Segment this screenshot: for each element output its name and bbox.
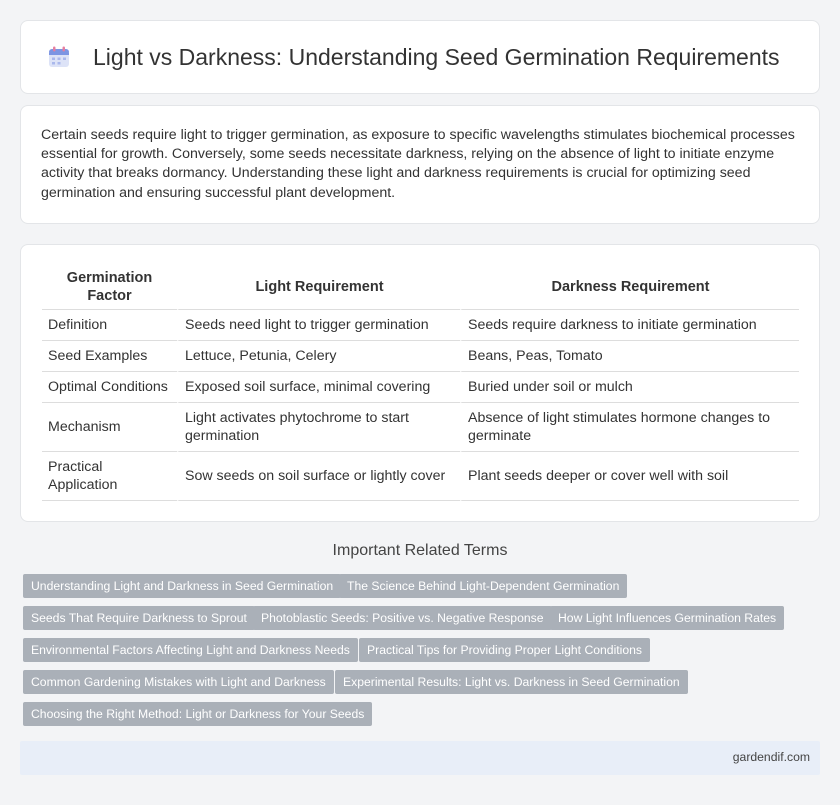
table-row <box>42 341 799 372</box>
table-row <box>42 452 799 501</box>
related-term-tag[interactable]: Seeds That Require Darkness to Sprout <box>23 606 255 630</box>
table-cell: Seeds require darkness to initiate germination <box>460 310 799 341</box>
related-terms-title: Important Related Terms <box>332 542 508 559</box>
table-row <box>42 372 799 403</box>
table-cell: Plant seeds deeper or cover well with soil <box>460 452 799 501</box>
column-header: Light Requirement <box>177 264 460 310</box>
table-cell: Light activates phytochrome to start germination <box>177 403 460 452</box>
related-term-tag[interactable]: Photoblastic Seeds: Positive vs. Negative Response <box>253 606 552 630</box>
table-cell: Lettuce, Petunia, Celery <box>177 341 460 372</box>
table-row <box>42 403 799 452</box>
table-cell: Definition <box>42 310 177 341</box>
column-header: Germination Factor <box>42 264 177 310</box>
table-cell: Exposed soil surface, minimal covering <box>177 372 460 403</box>
related-term-tag[interactable]: Choosing the Right Method: Light or Darkness for Your Seeds <box>23 702 372 726</box>
intro-card <box>20 105 820 224</box>
related-term-tag[interactable]: Common Gardening Mistakes with Light and Darkness <box>23 670 334 694</box>
table-cell: Beans, Peas, Tomato <box>460 341 799 372</box>
related-term-tag[interactable]: The Science Behind Light-Dependent Germination <box>339 574 627 598</box>
table-cell: Buried under soil or mulch <box>460 372 799 403</box>
column-header: Darkness Requirement <box>460 264 799 310</box>
related-term-tag[interactable]: Understanding Light and Darkness in Seed Germination <box>23 574 341 598</box>
footer-site-link[interactable]: gardendif.com <box>732 750 810 764</box>
table-cell: Seed Examples <box>42 341 177 372</box>
table-cell: Seeds need light to trigger germination <box>177 310 460 341</box>
related-term-tag[interactable]: Environmental Factors Affecting Light and Darkness Needs <box>23 638 358 662</box>
footer <box>20 741 820 775</box>
table-row <box>42 310 799 341</box>
table-cell: Absence of light stimulates hormone changes to germinate <box>460 403 799 452</box>
table-header-row <box>42 264 799 310</box>
table-cell: Sow seeds on soil surface or lightly cover <box>177 452 460 501</box>
comparison-card <box>20 244 820 522</box>
header-card <box>20 20 820 94</box>
comparison-table <box>42 264 799 501</box>
calendar-icon <box>47 45 71 69</box>
related-term-tag[interactable]: Experimental Results: Light vs. Darkness in Seed Germination <box>335 670 688 694</box>
page-title: Light vs Darkness: Understanding Seed Germination Requirements <box>93 43 780 70</box>
table-cell: Practical Application <box>42 452 177 501</box>
related-term-tag[interactable]: How Light Influences Germination Rates <box>550 606 784 630</box>
related-term-tag[interactable]: Practical Tips for Providing Proper Light Conditions <box>359 638 650 662</box>
intro-text: Certain seeds require light to trigger germination, as exposure to specific wavelengths stimulates biochemical processes essential for growth. Conversely, some seeds necessitate darkness, relying on the absence of light to initiate enzyme activity that breaks dormancy. Understanding these light and darkness requirements is crucial for optimizing seed germination and ensuring successful plant development. <box>41 127 795 201</box>
table-cell: Mechanism <box>42 403 177 452</box>
table-cell: Optimal Conditions <box>42 372 177 403</box>
